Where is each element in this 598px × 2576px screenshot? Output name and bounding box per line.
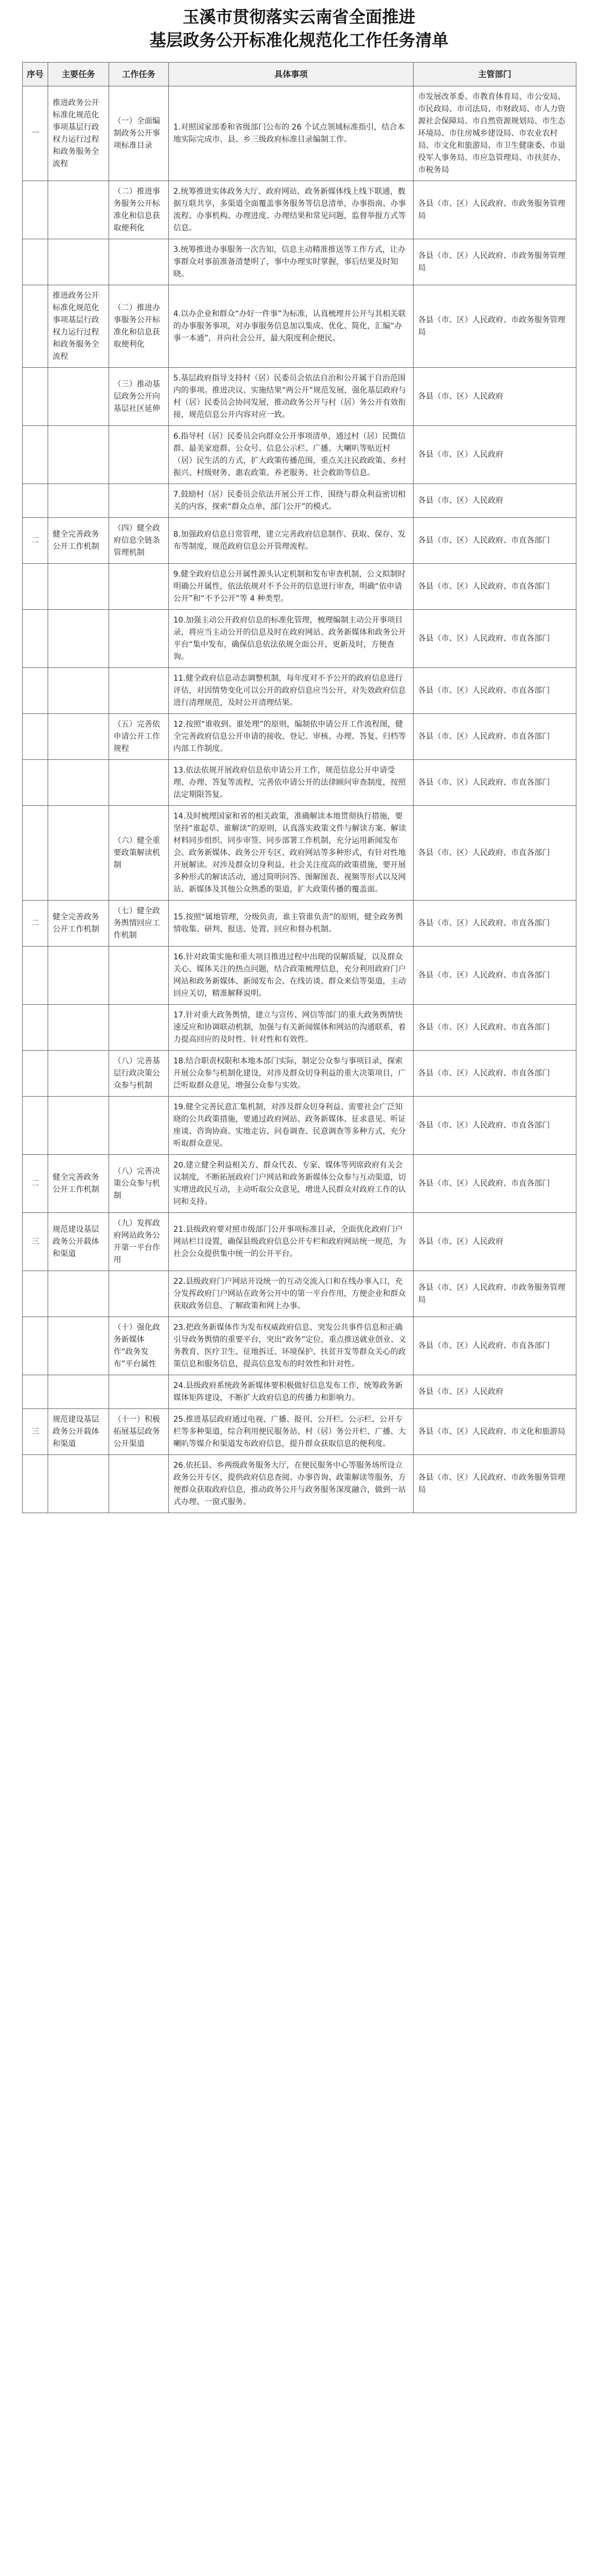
cell-department: 各县（市、区）人民政府、市直各部门 bbox=[414, 610, 576, 668]
cell-work-task: （五）完善依申请公开工作规程 bbox=[109, 714, 169, 760]
cell-no: 三 bbox=[23, 1409, 48, 1455]
cell-specific-item: 10.加强主动公开政府信息的标准化管理，梳理编制主动公开事项目录，将应当主动公开的信息及时在政府网站、政务新媒体和政务公开平台“集中发布，确保信息依法依规全面公开，更新及时，方便查询。 bbox=[169, 610, 414, 668]
cell-work-task bbox=[109, 947, 169, 1005]
cell-no bbox=[23, 285, 48, 368]
cell-department: 各县（市、区）人民政府、市直各部门 bbox=[414, 806, 576, 901]
cell-work-task bbox=[109, 1375, 169, 1409]
cell-no bbox=[23, 181, 48, 239]
cell-department: 各县（市、区）人民政府、市政务服务管理局 bbox=[414, 239, 576, 285]
cell-department: 各县（市、区）人民政府 bbox=[414, 368, 576, 426]
cell-work-task bbox=[109, 1005, 169, 1051]
cell-main-task bbox=[48, 484, 109, 518]
cell-main-task bbox=[48, 1317, 109, 1375]
cell-main-task: 推进政务公开标准化规范化事项基层行政权力运行过程和政务服务全流程 bbox=[48, 285, 109, 368]
cell-specific-item: 8.加强政府信息日常管理，建立完善政府信息制作、获取、保存、发布等制度，规范政府信息公开管理流程。 bbox=[169, 518, 414, 564]
cell-main-task bbox=[48, 1097, 109, 1155]
cell-specific-item: 15.按照“属地管理，分级负责，谁主管谁负责”的原则，健全政务舆情收集、研判、报送、处置、回应和督办机制。 bbox=[169, 901, 414, 947]
cell-specific-item: 11.健全政府信息动态调整机制，每年度对不予公开的政府信息进行评估，对因情势变化可以公开的政府信息应当公开，对失效政府信息进行清理规范，及时公开清理结果。 bbox=[169, 668, 414, 714]
table-row bbox=[23, 947, 576, 1005]
cell-department: 各县（市、区）人民政府、市直各部门 bbox=[414, 1051, 576, 1097]
cell-no bbox=[23, 714, 48, 760]
table-row bbox=[23, 239, 576, 285]
cell-department: 各县（市、区）人民政府、市直各部门 bbox=[414, 564, 576, 610]
cell-specific-item: 13.依法依规开展政府信息依申请公开工作，规范信息公开申请受理、办理、答复等流程，完善依申请公开的法律顾问审查制度，按照法定期限答复。 bbox=[169, 760, 414, 806]
table-row bbox=[23, 1455, 576, 1513]
cell-main-task bbox=[48, 714, 109, 760]
cell-no: 一 bbox=[23, 86, 48, 181]
cell-department: 各县（市、区）人民政府 bbox=[414, 1375, 576, 1409]
cell-specific-item: 17.针对重大政务舆情，建立与宣传、网信等部门的重大政务舆情快速反应和协调联动机制，加强与有关新闻媒体和网站的沟通联系，着力提高回应的及时性、针对性和有效性。 bbox=[169, 1005, 414, 1051]
cell-department: 各县（市、区）人民政府、市直各部门 bbox=[414, 947, 576, 1005]
header-specific-item: 具体事项 bbox=[169, 63, 414, 86]
cell-no bbox=[23, 484, 48, 518]
cell-specific-item: 18.结合职责权限和本地本部门实际，制定公众参与事项目录，探索开展公众参与机制化建设，对涉及群众切身利益的重大决策项目，广泛听取群众意见，增强公众参与实效。 bbox=[169, 1051, 414, 1097]
cell-department: 各县（市、区）人民政府、市直各部门 bbox=[414, 760, 576, 806]
cell-work-task bbox=[109, 668, 169, 714]
cell-main-task: 健全完善政务公开工作机制 bbox=[48, 518, 109, 564]
cell-main-task: 健全完善政务公开工作机制 bbox=[48, 1155, 109, 1213]
cell-main-task bbox=[48, 668, 109, 714]
cell-specific-item: 12.按照“谁收到、谁处理”的原则，编制依申请公开工作流程图，健全完善政府信息公开申请的接收、登记、审核、办理、答复、归档等内部工作制度。 bbox=[169, 714, 414, 760]
cell-no: 二 bbox=[23, 901, 48, 947]
cell-department: 各县（市、区）人民政府、市政务服务管理局 bbox=[414, 181, 576, 239]
table-row bbox=[23, 1097, 576, 1155]
cell-work-task: （六）健全重要政策解读机制 bbox=[109, 806, 169, 901]
cell-work-task bbox=[109, 484, 169, 518]
cell-no bbox=[23, 1271, 48, 1317]
cell-specific-item: 14.及时梳理国家和省的相关政策，准确解读本地贯彻执行措施，要坚持“谁起草、谁解读”的原则，认真落实政策文件与解读方案、解读材料同步组织、同步审签、同步部署工作机制，充分运用新闻发布会、政务新媒体、政务公开专区、政府网站等多种形式，有针对性地开展解读。对涉及群众切身利益、社会关注度高的政策措施，要开展多种形式的解读活动，通过简明问答、图解图表、视频等形式以及网站、新媒体及其他公众熟悉的渠道，扩大政策传播的覆盖面。 bbox=[169, 806, 414, 901]
cell-specific-item: 16.针对政策实施和重大项目推进过程中出现的误解质疑，以及群众关心、媒体关注的热点问题，结合政策梳理信息，充分利用政府门户网站和政务新媒体、新闻发布会、在线访谈、群众来信等渠道，主动回应关切，精准解释说明。 bbox=[169, 947, 414, 1005]
cell-department: 各县（市、区）人民政府、市直各部门 bbox=[414, 668, 576, 714]
cell-main-task bbox=[48, 1455, 109, 1513]
cell-department: 各县（市、区）人民政府、市政务服务管理局 bbox=[414, 285, 576, 368]
cell-no bbox=[23, 368, 48, 426]
cell-department: 各县（市、区）人民政府、市直各部门 bbox=[414, 1005, 576, 1051]
cell-department: 各县（市、区）人民政府、市直各部门 bbox=[414, 518, 576, 564]
cell-main-task: 规范建设基层政务公开载体和渠道 bbox=[48, 1213, 109, 1271]
cell-main-task bbox=[48, 1051, 109, 1097]
cell-main-task bbox=[48, 610, 109, 668]
cell-no bbox=[23, 1051, 48, 1097]
cell-department: 各县（市、区）人民政府、市直各部门 bbox=[414, 1317, 576, 1375]
cell-no: 二 bbox=[23, 1155, 48, 1213]
cell-main-task bbox=[48, 806, 109, 901]
cell-work-task bbox=[109, 760, 169, 806]
cell-main-task bbox=[48, 426, 109, 484]
cell-work-task: （一）全面编制政务公开事项标准目录 bbox=[109, 86, 169, 181]
cell-main-task bbox=[48, 947, 109, 1005]
cell-no bbox=[23, 239, 48, 285]
cell-specific-item: 6.指导村（居）民委员会向群众公开事项清单，通过村（居）民微信群、最美家庭群、公众号、信息公示栏、广播、大喇叭等贴近村（居）民生活的方式，扩大政策传播范围，重点关注民政政策、乡村振兴、村级财务、惠农政策、养老服务、社会救助等信息。 bbox=[169, 426, 414, 484]
table-row bbox=[23, 1409, 576, 1455]
cell-work-task bbox=[109, 1097, 169, 1155]
cell-work-task: （二）推进办事服务公开标准化和信息获取便利化 bbox=[109, 285, 169, 368]
cell-work-task bbox=[109, 564, 169, 610]
table-row bbox=[23, 901, 576, 947]
cell-no bbox=[23, 1097, 48, 1155]
cell-no bbox=[23, 760, 48, 806]
cell-main-task bbox=[48, 368, 109, 426]
cell-work-task bbox=[109, 610, 169, 668]
cell-no bbox=[23, 1005, 48, 1051]
table-row bbox=[23, 760, 576, 806]
cell-work-task bbox=[109, 1271, 169, 1317]
cell-work-task: （九）发挥政府网站政务公开第一平台作用 bbox=[109, 1213, 169, 1271]
cell-work-task: （八）完善基层行政决策公众参与机制 bbox=[109, 1051, 169, 1097]
task-table bbox=[22, 62, 576, 1513]
cell-no bbox=[23, 610, 48, 668]
cell-no: 二 bbox=[23, 518, 48, 564]
cell-no bbox=[23, 426, 48, 484]
table-row bbox=[23, 368, 576, 426]
cell-work-task: （十一）积极拓展基层政务公开渠道 bbox=[109, 1409, 169, 1455]
cell-work-task: （三）推动基层政务公开向基层社区延伸 bbox=[109, 368, 169, 426]
cell-specific-item: 9.健全政府信息公开属性源头认定机制和发布审查机制，公文拟制时明确公开属性，依法依规对不予公开的信息进行审查，明确“依申请公开”和“不予公开”等 4 种类型。 bbox=[169, 564, 414, 610]
table-row bbox=[23, 1005, 576, 1051]
cell-specific-item: 24.县级政府系统政务新媒体要积极做好信息发布工作，统筹政务新媒体矩阵建设，不断扩大政府信息的传播力和影响力。 bbox=[169, 1375, 414, 1409]
cell-main-task: 规范建设基层政务公开载体和渠道 bbox=[48, 1409, 109, 1455]
cell-no bbox=[23, 668, 48, 714]
cell-no bbox=[23, 564, 48, 610]
table-row bbox=[23, 181, 576, 239]
header-work-task: 工作任务 bbox=[109, 63, 169, 86]
table-row bbox=[23, 1213, 576, 1271]
table-row bbox=[23, 1155, 576, 1213]
cell-main-task bbox=[48, 760, 109, 806]
cell-specific-item: 4.以办企业和群众“办好一件事”为标准，认真梳理并公开与其相关联的办事服务事项，对办事服务信息加以集成、优化、简化，汇编“办事一本通”，并向社会公开，最大限度利企便民。 bbox=[169, 285, 414, 368]
cell-specific-item: 2.统筹推进实体政务大厅、政府网站、政务新媒体线上线下联通，数据互联共享，多渠道全面覆盖事务服务等信息清单，办事指南、办事流程、办事机构、办理进度、办理结果和常见问题，监督举报方式等信息。 bbox=[169, 181, 414, 239]
cell-department: 各县（市、区）人民政府、市直各部门 bbox=[414, 714, 576, 760]
table-row bbox=[23, 86, 576, 181]
cell-main-task bbox=[48, 1005, 109, 1051]
table-row bbox=[23, 1271, 576, 1317]
page-title-line1: 玉溪市贯彻落实云南省全面推进 bbox=[183, 8, 415, 27]
table-row bbox=[23, 1375, 576, 1409]
cell-work-task bbox=[109, 1455, 169, 1513]
cell-department: 各县（市、区）人民政府、市直各部门 bbox=[414, 1155, 576, 1213]
cell-main-task bbox=[48, 181, 109, 239]
cell-specific-item: 26.依托县、乡两级政务服务大厅，在便民服务中心等服务场所设立政务公开专区，提供政府信息查阅、办事咨询、政策解读等服务，方便群众获取政府信息，推动政务公开与政务服务深度融合，做到一站式办理、一窗式服务。 bbox=[169, 1455, 414, 1513]
cell-no: 三 bbox=[23, 1213, 48, 1271]
cell-main-task bbox=[48, 239, 109, 285]
cell-specific-item: 3.统筹推进办事服务一次告知，信息主动精准推送等工作方式，让办事群众对事前准备清楚明了，事中办理实时掌握，事后结果及时知晓。 bbox=[169, 239, 414, 285]
table-row bbox=[23, 426, 576, 484]
cell-specific-item: 1.对照国家部委和省级部门公布的 26 个试点领域标准指引，结合本地实际完成市、县、乡三级政府标准目录编制工作。 bbox=[169, 86, 414, 181]
cell-specific-item: 23.把政务新媒体作为发布权威政府信息、突发公共事件信息和正确引导政务舆情的重要平台，突出“政务”定位，重点推送就业创业、义务教育、医疗卫生、征地拆迁、环境保护、扶贫开发等群众关心的政策信息和服务信息，提高信息发布的时效性和针对性。 bbox=[169, 1317, 414, 1375]
cell-department: 各县（市、区）人民政府、市直各部门 bbox=[414, 901, 576, 947]
table-row bbox=[23, 518, 576, 564]
cell-department: 各县（市、区）人民政府、市直各部门 bbox=[414, 1097, 576, 1155]
cell-work-task: （七）健全政务舆情回应工作机制 bbox=[109, 901, 169, 947]
table-row bbox=[23, 610, 576, 668]
cell-department: 各县（市、区）人民政府 bbox=[414, 484, 576, 518]
cell-department: 各县（市、区）人民政府、市政务服务管理局 bbox=[414, 1455, 576, 1513]
cell-specific-item: 20.建立健全利益相关方、群众代表、专家、媒体等列席政府有关会议制度，不断拓展政府门户网站和政务新媒体公众参与互动渠道，切实增进政民互动，主动听取公众意见，增进人民群众对政府工作的认同和支持。 bbox=[169, 1155, 414, 1213]
cell-work-task: （八）完善决策公众参与机制 bbox=[109, 1155, 169, 1213]
cell-work-task: （十）强化政务新媒体作“政务发布”平台属性 bbox=[109, 1317, 169, 1375]
table-row bbox=[23, 1051, 576, 1097]
cell-work-task bbox=[109, 426, 169, 484]
cell-specific-item: 22.县级政府门户网站开设统一的互动交流入口和在线办事入口，充分发挥政府门户网站在政务公开中的第一平台作用，方便企业和群众获取政务信息、了解政策和网上办事。 bbox=[169, 1271, 414, 1317]
cell-department: 各县（市、区）人民政府、市政务服务管理局 bbox=[414, 1271, 576, 1317]
cell-main-task bbox=[48, 1271, 109, 1317]
table-row bbox=[23, 285, 576, 368]
cell-work-task: （二）推进事务服务公开标准化和信息获取便利化 bbox=[109, 181, 169, 239]
cell-work-task bbox=[109, 239, 169, 285]
page-title-line2: 基层政务公开标准化规范化工作任务清单 bbox=[150, 31, 448, 50]
cell-specific-item: 7.鼓励村（居）民委员会依法开展公开工作，围绕与群众利益密切相关的内容，探索“群众点单，部门公开”的模式。 bbox=[169, 484, 414, 518]
cell-specific-item: 5.基层政府指导支持村（居）民委员会依法自治和公开属于自治范围内的事项。推进决议、实施结果“两公开”规范发展，强化基层政府与村（居）民委员会协同发展，推动政务公开与村（居）务公开有效衔接，规范信息公开内容对应一致。 bbox=[169, 368, 414, 426]
cell-department: 各县（市、区）人民政府 bbox=[414, 426, 576, 484]
table-row bbox=[23, 1317, 576, 1375]
header-department: 主管部门 bbox=[414, 63, 576, 86]
cell-specific-item: 21.县级政府要对照市级部门公开事项标准目录，全面优化政府门户网站栏目设置，确保县级政府信息公开专栏和政府网站统一规范，为社会公众提供集中统一的公开平台。 bbox=[169, 1213, 414, 1271]
cell-no bbox=[23, 1317, 48, 1375]
cell-no bbox=[23, 806, 48, 901]
cell-specific-item: 25.推进基层政府通过电视、广播、报刊、公开栏、公示栏、公开专栏等多种渠道，综合利用便民服务站、村（居）务公开栏、广播、大喇叭等媒介和渠道发布政府信息，提升群众获取信息的便利度。 bbox=[169, 1409, 414, 1455]
table-row bbox=[23, 668, 576, 714]
cell-specific-item: 19.健全完善民意汇集机制，对涉及群众切身利益、需要社会广泛知晓的公共政策措施，要通过政府网站、政务新媒体、征求意见、听证座谈、咨询协商、实地走访、问卷调查、民意调查等多种方式，充分听取群众意见。 bbox=[169, 1097, 414, 1155]
table-row bbox=[23, 564, 576, 610]
table-header bbox=[23, 63, 576, 86]
table-row bbox=[23, 714, 576, 760]
header-main-task: 主要任务 bbox=[48, 63, 109, 86]
cell-department: 市发展改革委、市教育体育局、市公安局、市民政局、市司法局、市财政局、市人力资源社会保障局、市自然资源规划局、市生态环境局、市住房城乡建设局、市农业农村局、市文化和旅游局、市卫生健康委、市退役军人事务局、市应急管理局、市扶贫办、市税务局 bbox=[414, 86, 576, 181]
cell-main-task bbox=[48, 564, 109, 610]
table-body bbox=[23, 86, 576, 1513]
cell-main-task: 推进政务公开标准化规范化事项基层行政权力运行过程和政务服务全流程 bbox=[48, 86, 109, 181]
cell-department: 各县（市、区）人民政府、市文化和旅游局 bbox=[414, 1409, 576, 1455]
header-no: 序号 bbox=[23, 63, 48, 86]
table-row bbox=[23, 484, 576, 518]
cell-work-task: （四）健全政府信息全链条管理机制 bbox=[109, 518, 169, 564]
cell-department: 各县（市、区）人民政府 bbox=[414, 1213, 576, 1271]
cell-no bbox=[23, 1455, 48, 1513]
cell-main-task: 健全完善政务公开工作机制 bbox=[48, 901, 109, 947]
cell-no bbox=[23, 1375, 48, 1409]
header-row bbox=[23, 63, 576, 86]
cell-no bbox=[23, 947, 48, 1005]
cell-main-task bbox=[48, 1375, 109, 1409]
table-row bbox=[23, 806, 576, 901]
